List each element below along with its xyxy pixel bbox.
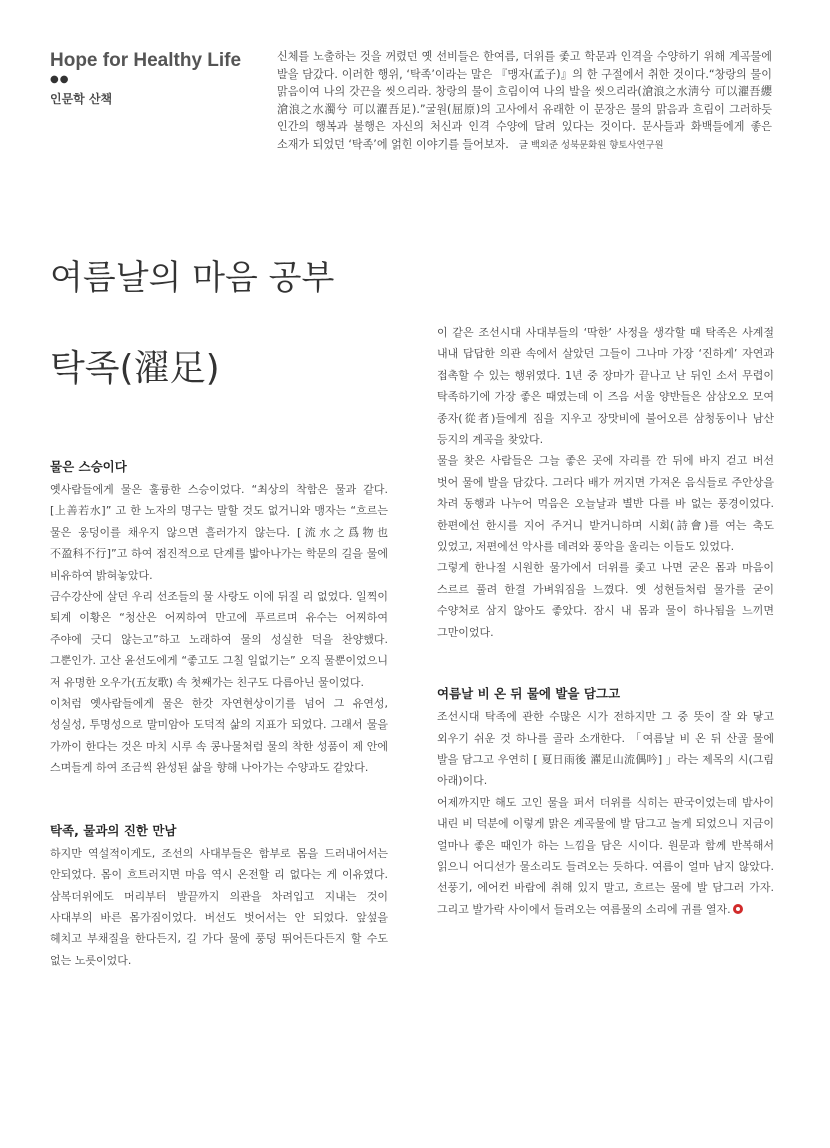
paragraph: 조선시대 탁족에 관한 수많은 시가 전하지만 그 중 뜻이 잘 와 닿고 외우기 쉬운 것 하나를 골라 소개한다. 「여름날 비 온 뒤 산골 물에 발을 담그고 우연히 [ 夏日雨後 濯足山流偶吟] 」라는 제목의 시(그림 아래)이다.: [437, 710, 774, 788]
section-heading-teacher: 물은 스승이다: [50, 459, 127, 474]
paragraph: 이 같은 조선시대 사대부들의 ‘딱한’ 사정을 생각할 때 탁족은 사계절 내내 답답한 의관 속에서 살았던 그들이 그나마 가장 ‘진하게’ 자연과 접촉할 수 있는 행위였다. 1년 중 장마가 끝나고 난 뒤인 소서 무렵이 탁족하기에 가장 좋은 때였는데 이 즈음 서울 양반들은 삼삼오오 모여 종자(從者)들에게 짐을 지우고 장맛비에 불어오른 삼청동이나 남산 등지의 계곡을 찾았다.: [437, 326, 774, 447]
brand-dots: ●●: [50, 74, 70, 85]
paragraph: 그렇게 한나절 시원한 물가에서 더위를 좇고 나면 굳은 몸과 마음이 스르르 풀려 한결 가벼워짐을 느꼈다. 옛 성현들처럼 물가를 굳이 수양처로 삼지 않아도 좋았다. 잠시 내 몸과 물이 하나됨을 느끼면 그만이었다.: [437, 561, 774, 639]
right-column: [437, 322, 774, 920]
section-label: 인문학 산책: [50, 92, 113, 106]
main-title: 여름날의 마음 공부: [50, 258, 335, 298]
left-column: [50, 455, 388, 971]
paragraph-last: [437, 792, 774, 920]
section-heading-summer-rain: 여름날 비 온 뒤 물에 발을 담그고: [437, 686, 621, 702]
brand-block: [50, 50, 260, 107]
intro-paragraph: [277, 48, 772, 155]
paragraph: 물을 찾은 사람들은 그늘 좋은 곳에 자리를 깐 뒤에 바지 걷고 버선 벗어 물에 발을 담갔다. 그러다 배가 꺼지면 가져온 음식들로 주안상을 차려 동행과 나누어 먹음은 오늘날과 별반 다를 바 없는 풍경이었다. 한편에선 한시를 지어 주거니 받거니하며 시회(詩會)를 여는 축도 있었고, 저편에선 악사를 데려와 풍악을 울리는 이들도 있었다.: [437, 454, 774, 554]
paragraph: 이처럼 옛사람들에게 물은 한갓 자연현상이기를 넘어 그 유연성, 성실성, 투명성으로 말미암아 도덕적 삶의 지표가 되었다. 그래서 물을 가까이 한다는 것은 마치 시루 속 콩나물처럼 물의 착한 성품이 제 안에 스며들게 하여 조금씩 완성된 삶을 향해 나아가는 수양과도 같았다.: [50, 697, 388, 775]
sub-title: 탁족(濯足): [50, 348, 220, 389]
paragraph: 금수강산에 살던 우리 선조들의 물 사랑도 이에 뒤질 리 없었다. 일찍이 퇴계 이황은 “청산은 어찌하여 만고에 푸르르며 유수는 어찌하여 주야에 긋디 않는고”하고 노래하여 물의 성실한 덕을 찬양했다. 그뿐인가. 고산 윤선도에게 “좋고도 그칠 일없기는” 오직 물뿐이었으니 저 유명한 오우가(五友歌) 속 첫째가는 친구도 다름아닌 물이었다.: [50, 590, 388, 689]
end-mark-icon: [733, 904, 743, 914]
paragraph: 옛사람들에게 물은 훌륭한 스승이었다. “최상의 착함은 물과 같다. [上善若水]” 고 한 노자의 명구는 말할 것도 없거니와 맹자는 “흐르는 물은 웅덩이를 채우지 않으면 흘러가지 않는다. [流水之爲物也 不盈科不行]”고 하여 점진적으로 단계를 밟아나가는 학문의 길을 물에 비유하여 밝혀놓았다.: [50, 483, 388, 582]
paragraph-text: 어제까지만 해도 고인 물을 퍼서 더위를 식히는 판국이었는데 밤사이 내린 비 덕분에 이렇게 맑은 계곡물에 발 담그고 놀게 되었으니 지금이 얼마나 좋은 때인가 하는 느낌을 담은 시이다. 원문과 함께 반복해서 읽으니 어디선가 물소리도 들려오는 듯하다. 여름이 얼마 남지 않았다. 선풍기, 에어컨 바람에 취해 있지 말고, 흐르는 물에 발 담그러 가자. 그리고 발가락 사이에서 들려오는 여름물의 소리에 귀를 열자.: [437, 795, 774, 916]
paragraph: 하지만 역설적이게도, 조선의 사대부들은 함부로 몸을 드러내어서는 안되었다. 몸이 흐트러지면 마음 역시 온전할 리 없다는 게 이유였다. 삼복더위에도 머리부터 발끝까지 의관을 차려입고 지내는 것이 사대부의 바른 몸가짐이었다. 버선도 벗어서는 안 되었다. 앞섶을 헤치고 부채질을 한다든지, 길 가다 물에 풍덩 뛰어든다든지 할 수도 없는 노릇이었다.: [50, 846, 388, 967]
section-spacer: [50, 779, 388, 819]
section-heading-takjok: 탁족, 물과의 진한 만남: [50, 822, 177, 838]
author-credit: 글 백외준 성북문화원 향토사연구원: [518, 139, 664, 151]
section-spacer: [437, 643, 774, 682]
brand-title: Hope for Healthy Life: [50, 50, 242, 71]
intro-text: 신체를 노출하는 것을 꺼렸던 옛 선비들은 한여름, 더위를 좇고 학문과 인격을 수양하기 위해 계곡물에 발을 담갔다. 이러한 행위, ‘탁족’이라는 말은 『맹자(孟子)』의 한 구절에서 취한 것이다.“창랑의 물이 맑음이여 나의 갓끈을 씻으리라. 창랑의 물이 흐림이여 나의 발을 씻으리라(滄浪之水淸兮 可以濯吾纓 滄浪之水濁兮 可以濯吾足).”굴원(屈原)의 고사에서 유래한 이 문장은 물의 맑음과 흐림이 그러하듯 인간의 행복과 불행은 자신의 처신과 인격 수양에 달려 있다는 것이다. 문사들과 화백들에게 좋은 소재가 되었던 ‘탁족’에 얽힌 이야기를 들어보자.: [277, 50, 772, 151]
